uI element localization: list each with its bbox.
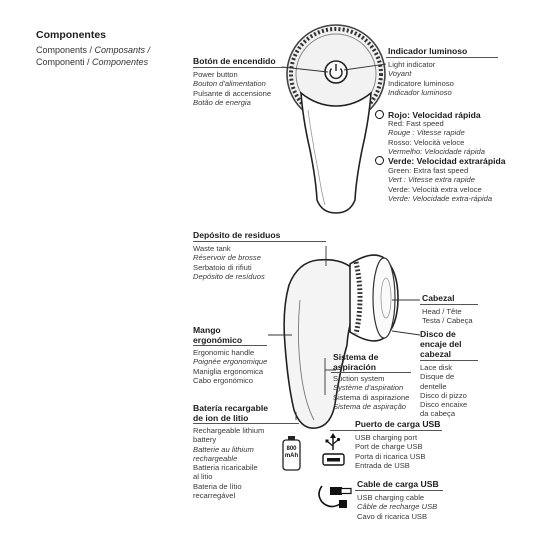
- power-button-translations: Power button Bouton d'alimentation Pulsante di accensione Botão de energia: [193, 70, 272, 107]
- waste-tank-rule: [193, 241, 326, 242]
- lace-disk-translations: Lace disk Disque de dentelle Disco di pizzo Disco encaixe da cabeça: [420, 363, 468, 419]
- green-speed-heading: Verde: Velocidad extrarápida: [388, 156, 506, 166]
- red-indicator-dot: [375, 110, 384, 119]
- lace-disk-heading: Disco de encaje del cabezal: [420, 329, 462, 359]
- lace-disk-rule: [420, 360, 478, 361]
- battery-translations: Rechargeable lithium battery Batterie au lithium rechargeable Batteria ricaricabile al litio Bateria de lítio recarregável: [193, 426, 265, 501]
- power-button-heading: Botón de encendido: [193, 56, 276, 66]
- usb-cable-rule: [355, 490, 443, 491]
- suction-heading: Sistema de aspiración: [333, 352, 379, 372]
- battery-capacity-label: 800 mAh: [284, 446, 299, 459]
- handle-heading: Mango ergonómico: [193, 325, 243, 345]
- green-indicator-dot: [375, 156, 384, 165]
- battery-rule: [193, 423, 299, 424]
- subtitle-line-1: Components / Composants /: [36, 45, 151, 55]
- green-speed-translations: Green: Extra fast speed Vert : Vitesse extra rapide Verde: Velocità extra veloce Verde: Velocidade extra-rápida: [388, 166, 493, 203]
- usb-cable-icon: [319, 486, 351, 508]
- head-heading: Cabezal: [422, 293, 455, 303]
- light-indicator-rule: [386, 57, 498, 58]
- usb-cable-translations: USB charging cable Câble de recharge USB Cavo di ricarica USB: [357, 493, 438, 521]
- waste-tank-translations: Waste tank Réservoir de brosse Serbatoio di rifiuti Depósito de resíduos: [193, 244, 265, 281]
- suction-translations: Suction system Système d'aspiration Sistema di aspirazione Sistema de aspiração: [333, 374, 410, 411]
- handle-translations: Ergonomic handle Poignée ergonomique Maniglia ergonomica Cabo ergonómico: [193, 348, 268, 385]
- subtitle-line-2: Componenti / Componentes: [36, 57, 149, 67]
- usb-port-rule: [330, 430, 442, 431]
- front-view-device: [287, 25, 385, 213]
- battery-heading: Batería recargable de ion de litio: [193, 403, 268, 423]
- light-indicator-translations: Light indicator Voyant Indicatore luminoso Indicador luminoso: [388, 60, 454, 97]
- head-translations: Head / Tête Testa / Cabeça: [422, 307, 473, 326]
- power-button-rule: [193, 67, 285, 68]
- usb-port-heading: Puerto de carga USB: [355, 419, 441, 429]
- usb-port-icon: [323, 433, 344, 465]
- red-speed-translations: Red: Fast speed Rouge : Vitesse rapide Rosso: Velocità veloce Vermelho: Velocidade rápida: [388, 119, 485, 156]
- red-speed-heading: Rojo: Velocidad rápida: [388, 110, 481, 120]
- waste-tank-heading: Depósito de residuos: [193, 230, 281, 240]
- head-rule: [420, 304, 478, 305]
- handle-rule: [193, 345, 267, 346]
- page-title: Componentes: [36, 29, 107, 41]
- suction-rule: [331, 372, 411, 373]
- usb-cable-heading: Cable de carga USB: [357, 479, 439, 489]
- usb-port-translations: USB charging port Port de charge USB Porta di ricarica USB Entrada de USB: [355, 433, 426, 470]
- light-indicator-heading: Indicador luminoso: [388, 46, 468, 56]
